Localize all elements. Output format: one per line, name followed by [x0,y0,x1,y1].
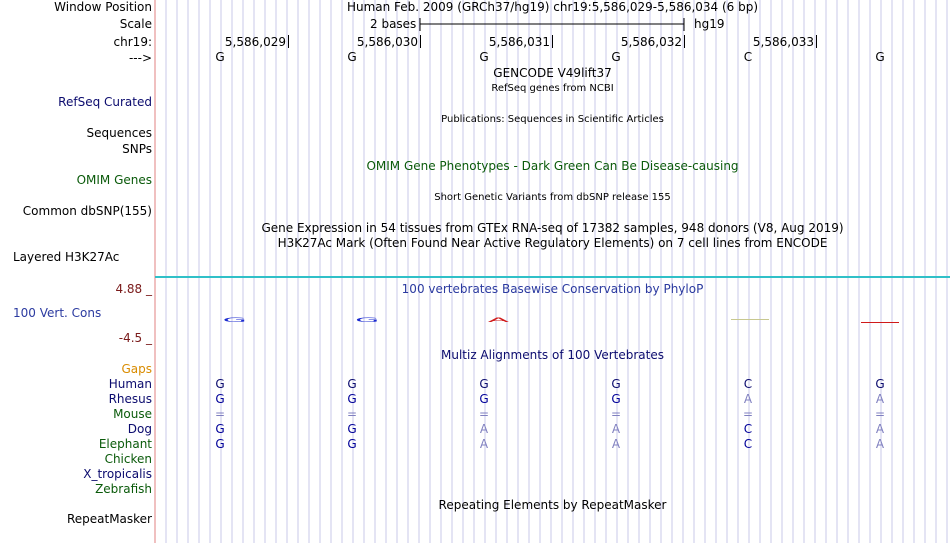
window-position-label: Window Position [54,0,152,14]
alignment-base: G [215,437,225,451]
coordinate-tick [288,35,289,48]
h3k27ac-track-title[interactable]: H3K27Ac Mark (Often Found Near Active Regulatory Elements) on 7 cell lines from ENCODE [277,236,828,250]
alignment-base: = [214,407,226,421]
phylop-glyph-g2: G [355,316,380,324]
scale-assembly: hg19 [694,17,725,31]
alignment-base: A [743,392,753,406]
coordinate-tick [420,35,421,48]
alignment-base: G [875,377,885,391]
refseq-track-subtitle[interactable]: RefSeq genes from NCBI [491,83,614,94]
alignment-base: = [610,407,622,421]
alignment-base: G [347,392,357,406]
alignment-base: = [346,407,358,421]
alignment-base: G [215,377,225,391]
coordinate-label: 5,586,030 [356,35,418,49]
alignment-base: G [479,392,489,406]
alignment-base: A [479,422,489,436]
alignment-base: A [611,437,621,451]
reference-base: G [215,50,225,64]
alignment-base: G [611,377,621,391]
coordinate-label: 5,586,033 [752,35,814,49]
publications-track-title[interactable]: Publications: Sequences in Scientific Articles [441,114,664,125]
species-label[interactable]: Zebrafish [95,482,152,496]
alignment-base: G [479,377,489,391]
alignment-base: G [215,392,225,406]
multiz-track-title[interactable]: Multiz Alignments of 100 Vertebrates [440,348,665,362]
phylop-glyph-g6 [861,322,899,323]
alignment-base: = [742,407,754,421]
gaps-label[interactable]: Gaps [121,362,152,376]
coordinate-tick [816,35,817,48]
alignment-base: G [215,422,225,436]
species-label[interactable]: X_tropicalis [83,467,152,481]
phylop-glyph-g1: G [222,316,247,324]
species-label[interactable]: Human [108,377,152,391]
phylop-glyph-g3: A [487,316,510,324]
species-label[interactable]: Elephant [98,437,152,451]
scale-label: Scale [119,17,152,31]
alignment-base: = [478,407,490,421]
alignment-base: C [743,377,753,391]
alignment-base: = [874,407,886,421]
phylop-glyphs [155,310,950,330]
coordinate-label: 5,586,029 [224,35,286,49]
phylop-track-title[interactable]: 100 vertebrates Basewise Conservation by PhyloP [401,282,704,296]
omim-track-title[interactable]: OMIM Gene Phenotypes - Dark Green Can Be Disease-causing [366,159,739,173]
alignment-base: G [611,392,621,406]
alignment-base: A [875,422,885,436]
alignment-base: G [347,377,357,391]
alignment-base: G [347,437,357,451]
coordinate-label: 5,586,032 [620,35,682,49]
reference-base: G [611,50,621,64]
sequences-label[interactable]: Sequences [86,126,152,140]
species-label[interactable]: Chicken [104,452,152,466]
window-position-value: Human Feb. 2009 (GRCh37/hg19) chr19:5,586,029-5,586,034 (6 bp) [346,0,759,14]
phylop-track-label[interactable]: 100 Vert. Cons [13,306,102,320]
omim-genes-label[interactable]: OMIM Genes [76,173,152,187]
coordinate-tick [684,35,685,48]
gtex-track-title[interactable]: Gene Expression in 54 tissues from GTEx RNA-seq of 17382 samples, 948 donors (V8, Aug 2019) [261,221,844,235]
species-label[interactable]: Mouse [113,407,152,421]
coordinate-label: 5,586,031 [488,35,550,49]
conservation-separator [155,276,950,278]
scale-bar [418,17,688,32]
alignment-base: A [875,392,885,406]
gencode-track-title[interactable]: GENCODE V49lift37 [493,66,612,80]
reference-base: G [347,50,357,64]
dbsnp-track-title[interactable]: Short Genetic Variants from dbSNP release 155 [434,192,671,203]
species-label[interactable]: Dog [127,422,152,436]
phylop-max-label: 4.88 _ [115,282,152,296]
species-label[interactable]: Rhesus [108,392,152,406]
alignment-base: A [479,437,489,451]
reference-base: G [479,50,489,64]
strand-label: ---> [128,51,152,65]
layered-h3k27ac-label[interactable]: Layered H3K27Ac [13,250,120,264]
alignment-base: G [347,422,357,436]
alignment-base: C [743,437,753,451]
snps-label[interactable]: SNPs [122,142,152,156]
reference-base: C [743,50,753,64]
chrom-label: chr19: [113,35,152,49]
common-dbsnp-label[interactable]: Common dbSNP(155) [22,204,152,218]
reference-base: G [875,50,885,64]
alignment-base: A [875,437,885,451]
alignment-base: C [743,422,753,436]
repeatmasker-track-title[interactable]: Repeating Elements by RepeatMasker [438,498,667,512]
phylop-min-label: -4.5 _ [118,331,152,345]
refseq-curated-label[interactable]: RefSeq Curated [58,95,152,109]
scale-bases: 2 bases [370,17,417,31]
coordinate-tick [552,35,553,48]
alignment-base: A [611,422,621,436]
phylop-glyph-c [731,319,769,320]
repeatmasker-label[interactable]: RepeatMasker [66,512,152,526]
